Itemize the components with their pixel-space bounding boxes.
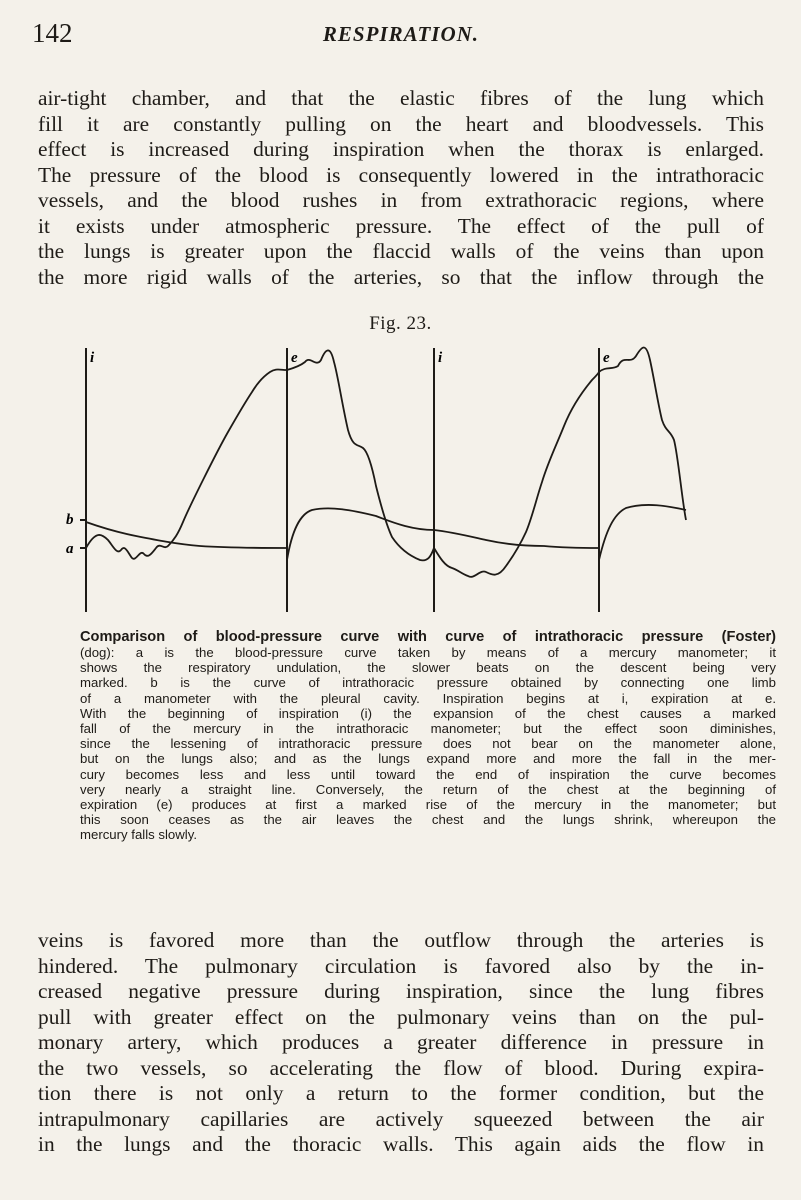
text-line: the more rigid walls of the arteries, so that the inflow through the xyxy=(38,264,764,289)
text-line: vessels, and the blood rushes in from extrathoracic regions, where xyxy=(38,188,764,212)
text-line: effect is increased during inspiration when the thorax is enlarged. xyxy=(38,137,764,161)
caption-line: but on the lungs also; and as the lungs expand more and more the fall in the mer- xyxy=(80,751,776,767)
caption-line: very nearly a straight line. Conversely, the return of the chest at the beginning of xyxy=(80,781,776,797)
caption-line: expiration (e) produces at first a marked rise of the mercury in the manometer; but xyxy=(80,797,776,813)
text-line: intrapulmonary capillaries are actively squeezed between the air xyxy=(38,1106,764,1131)
text-line: tion there is not only a return to the former condition, but the xyxy=(38,1081,764,1105)
caption-line: of a manometer with the pleural cavity. Inspiration begins at i, expiration at e. xyxy=(80,690,776,706)
text-line: air-tight chamber, and that the elastic fibres of the lung which xyxy=(38,86,764,110)
label-phase-i-2: i xyxy=(438,350,443,366)
text-line: it exists under atmospheric pressure. The effect of the pull of xyxy=(38,213,764,238)
caption-line: since the lessening of intrathoracic pressure does not bear on the manometer alone, xyxy=(80,736,776,752)
caption-line: mercury falls slowly. xyxy=(80,827,197,843)
text-line: hindered. The pulmonary circulation is favored also by the in- xyxy=(38,953,764,978)
text-line: in the lungs and the thoracic walls. This again aids the flow in xyxy=(38,1132,764,1156)
label-curve-a: a xyxy=(66,541,74,557)
figure-title: Fig. 23. xyxy=(369,313,432,334)
caption-line: marked. b is the curve of intrathoracic pressure obtained by connecting one limb xyxy=(80,675,776,691)
text-line: fill it are constantly pulling on the heart and bloodvessels. This xyxy=(38,111,764,136)
text-line: monary artery, which produces a greater difference in pressure in xyxy=(38,1030,764,1054)
page-number: 142 xyxy=(32,18,73,48)
label-phase-e-1: e xyxy=(291,350,298,366)
text-line: the lungs is greater upon the flaccid walls of the veins than upon xyxy=(38,239,764,263)
caption-line: fall of the mercury in the intrathoracic manometer; but the effect soon diminishes, xyxy=(80,721,776,737)
caption-line: this soon ceases as the air leaves the chest and the lungs shrink, whereupon the xyxy=(80,812,776,828)
caption-line: shows the respiratory undulation, the slower beats on the descent being very xyxy=(80,660,776,676)
caption-line: With the beginning of inspiration (i) the expansion of the chest causes a marked xyxy=(80,705,776,721)
figure-caption xyxy=(80,629,776,843)
caption-line: cury becomes less and less until toward the end of inspiration the curve becomes xyxy=(80,766,776,782)
text-line: creased negative pressure during inspiration, since the lung fibres xyxy=(38,979,764,1003)
text-line: pull with greater effect on the pulmonary veins than on the pul- xyxy=(38,1004,764,1029)
caption-line: (dog): a is the blood-pressure curve taken by means of a mercury manometer; it xyxy=(80,645,776,660)
text-line: veins is favored more than the outflow through the arteries is xyxy=(38,928,764,952)
text-line: the two vessels, so accelerating the flow of blood. During expira- xyxy=(38,1055,764,1080)
label-phase-e-2: e xyxy=(603,350,610,366)
running-title: RESPIRATION. xyxy=(322,22,480,46)
paragraph-top xyxy=(38,86,764,290)
blood-pressure-curve-a xyxy=(86,348,686,577)
text-line: The pressure of the blood is consequently lowered in the intrathoracic xyxy=(38,162,764,187)
label-curve-b: b xyxy=(66,512,74,528)
page-header xyxy=(32,18,770,58)
label-phase-i-1: i xyxy=(90,350,95,366)
intrathoracic-curve-b xyxy=(86,505,686,560)
caption-line: Comparison of blood-pressure curve with curve of intrathoracic pressure (Foster) xyxy=(80,629,776,645)
paragraph-bottom xyxy=(38,928,764,1158)
